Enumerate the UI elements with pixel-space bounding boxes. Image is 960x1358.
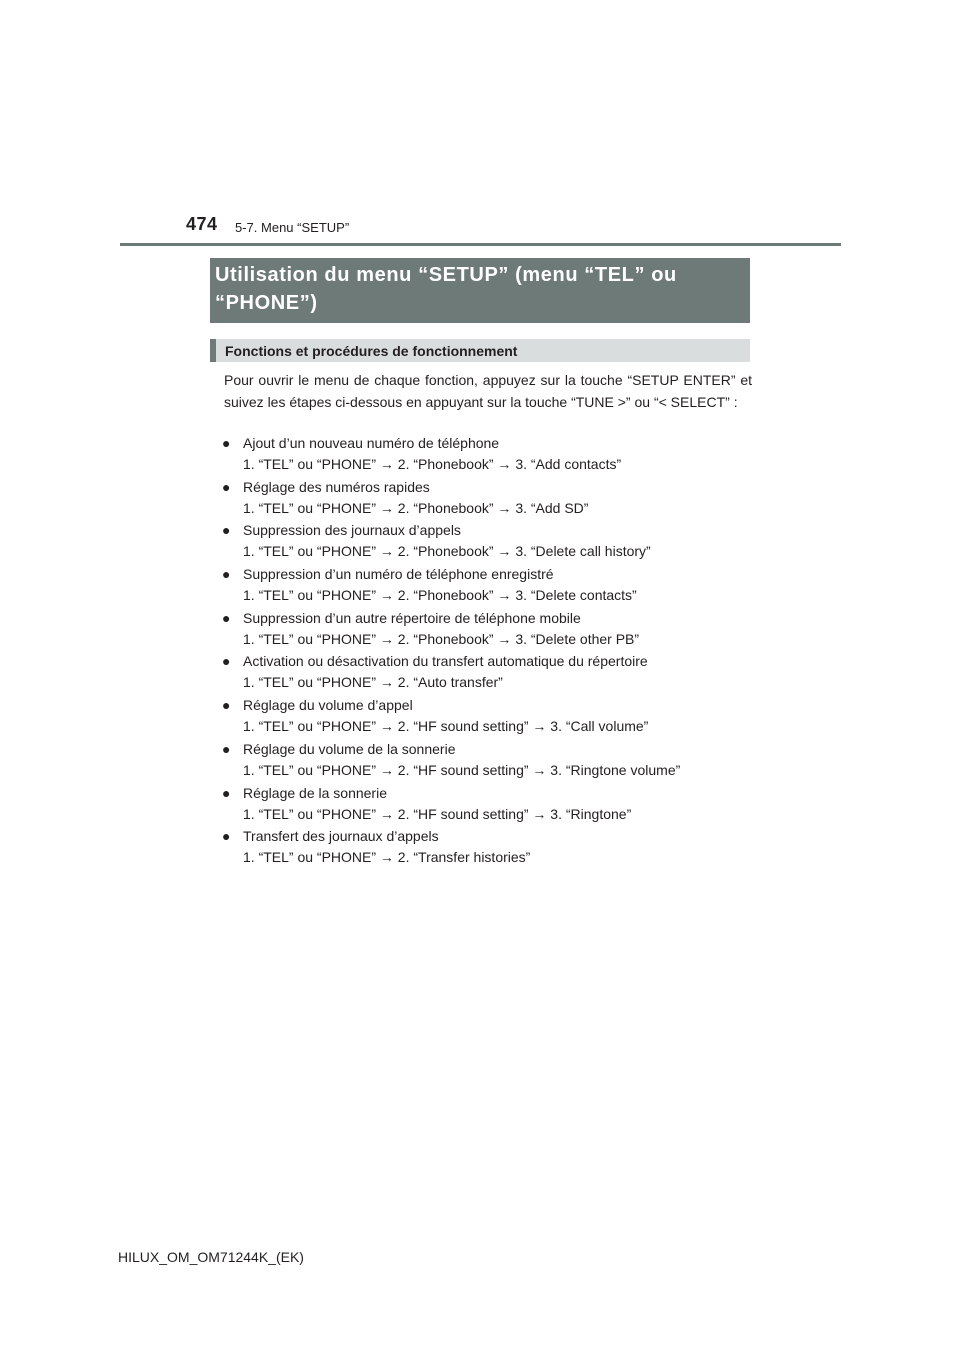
- item-steps: 1. “TEL” ou “PHONE” → 2. “Phonebook” → 3. “Delete call history”: [243, 543, 651, 560]
- item-title: Réglage du volume de la sonnerie: [243, 740, 456, 757]
- item-title: Ajout d’un nouveau numéro de téléphone: [243, 435, 500, 451]
- page-number: 474: [186, 214, 218, 234]
- procedure-list: [222, 432, 762, 869]
- list-item: [222, 650, 762, 694]
- item-steps: 1. “TEL” ou “PHONE” → 2. “HF sound setting” → 3. “Call volume”: [243, 718, 649, 735]
- item-steps: 1. “TEL” ou “PHONE” → 2. “Auto transfer”: [243, 674, 503, 691]
- list-item: [222, 694, 762, 738]
- bullet-icon: ●: [222, 784, 231, 801]
- list-item: [222, 563, 762, 607]
- item-steps: 1. “TEL” ou “PHONE” → 2. “HF sound setting” → 3. “Ringtone volume”: [243, 761, 681, 778]
- list-item: [222, 519, 762, 563]
- intro-paragraph: Pour ouvrir le menu de chaque fonction, appuyez sur la touche “SETUP ENTER” et suivez les étapes ci-dessous en appuyant sur la touche “TUNE >” ou “< SELECT” :: [224, 372, 752, 410]
- item-title: Suppression des journaux d’appels: [243, 522, 461, 539]
- bullet-icon: ●: [222, 653, 231, 670]
- item-steps: 1. “TEL” ou “PHONE” → 2. “HF sound setting” → 3. “Ringtone”: [243, 805, 632, 822]
- list-item: [222, 607, 762, 651]
- footer-document-id: HILUX_OM_OM71244K_(EK): [118, 1249, 304, 1265]
- list-item: [222, 782, 762, 826]
- item-title: Réglage des numéros rapides: [243, 478, 430, 495]
- bullet-icon: ●: [222, 697, 231, 714]
- bullet-icon: ●: [222, 740, 231, 757]
- section-title: Utilisation du menu “SETUP” (menu “TEL” ou “PHONE”): [210, 258, 750, 323]
- bullet-icon: ●: [222, 828, 231, 845]
- list-item: [222, 432, 762, 476]
- item-title: Suppression d’un autre répertoire de téléphone mobile: [243, 609, 581, 626]
- header-rule: [120, 243, 841, 246]
- section-reference: 5-7. Menu “SETUP”: [235, 220, 350, 235]
- item-title: Suppression d’un numéro de téléphone enregistré: [243, 566, 554, 583]
- item-title: Réglage du volume d’appel: [243, 697, 413, 714]
- item-steps: 1. “TEL” ou “PHONE” → 2. “Phonebook” → 3. “Delete other PB”: [243, 630, 640, 647]
- item-title: Réglage de la sonnerie: [243, 784, 387, 801]
- bullet-icon: ●: [222, 609, 231, 626]
- item-steps: 1. “TEL” ou “PHONE” → 2. “Phonebook” → 3. “Add SD”: [243, 499, 589, 516]
- list-item: [222, 476, 762, 520]
- bullet-icon: ●: [222, 522, 231, 539]
- bullet-icon: ●: [222, 435, 231, 451]
- item-steps: 1. “TEL” ou “PHONE” → 2. “Phonebook” → 3. “Delete contacts”: [243, 587, 637, 604]
- list-item: [222, 738, 762, 782]
- item-steps: 1. “TEL” ou “PHONE” → 2. “Phonebook” → 3. “Add contacts”: [243, 456, 622, 472]
- bullet-icon: ●: [222, 566, 231, 583]
- item-steps: 1. “TEL” ou “PHONE” → 2. “Transfer histories”: [243, 849, 531, 866]
- item-title: Transfert des journaux d’appels: [243, 828, 439, 845]
- subheading-bar: Fonctions et procédures de fonctionnement: [210, 339, 750, 362]
- bullet-icon: ●: [222, 478, 231, 495]
- list-item: [222, 825, 762, 869]
- item-title: Activation ou désactivation du transfert automatique du répertoire: [243, 653, 648, 670]
